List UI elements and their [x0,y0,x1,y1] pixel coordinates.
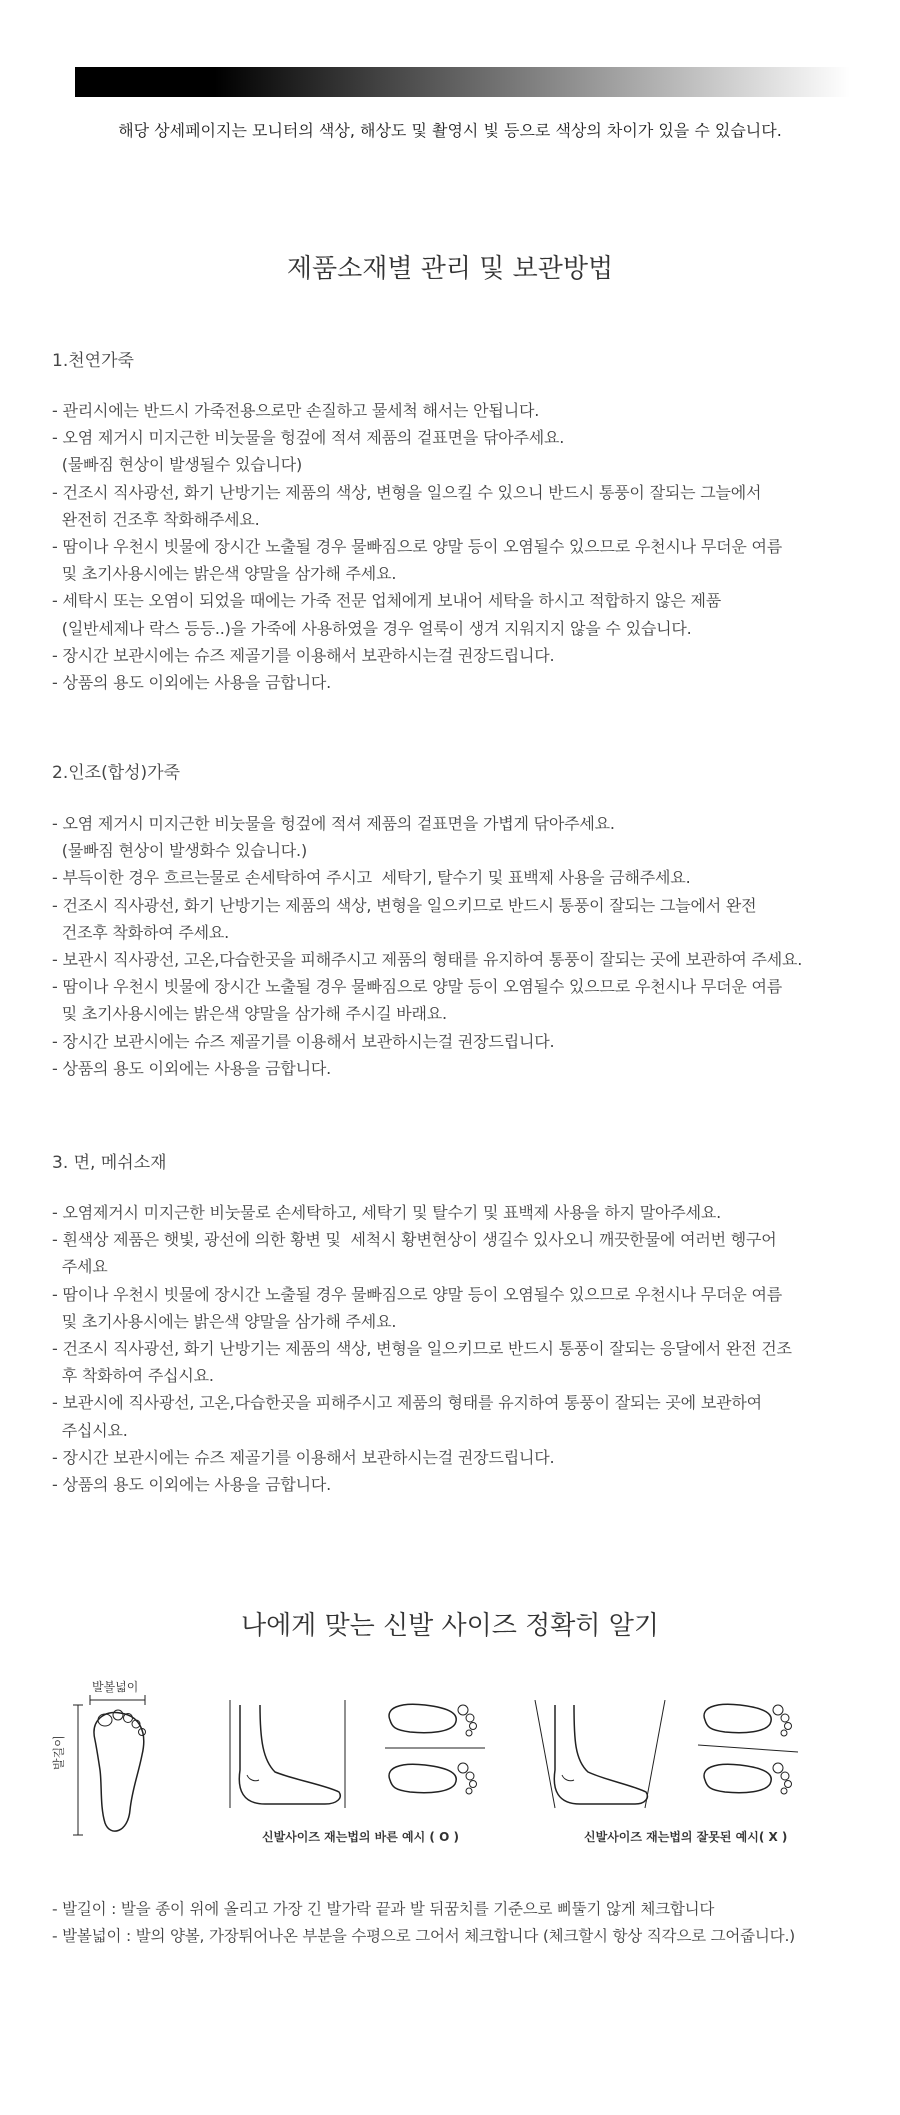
care-line: - 장시간 보관시에는 슈즈 제골기를 이용해서 보관하시는걸 권장드립니다. [52,645,555,665]
care-line: - 상품의 용도 이외에는 사용을 금합니다. [52,673,331,693]
section-lines-natural-leather [52,397,782,696]
care-line: - 땀이나 우천시 빗물에 장시간 노출될 경우 물빠짐으로 양말 등이 오염될수 있으므로 우천시나 무더운 여름 [52,537,782,557]
care-line: - 건조시 직사광선, 화기 난방기는 제품의 색상, 변형을 일으키므로 반드시 통풍이 잘되는 그늘에서 완전 [52,895,757,915]
section-heading-cotton-mesh: 3. 면, 메쉬소재 [52,1153,167,1173]
care-line: - 장시간 보관시에는 슈즈 제골기를 이용해서 보관하시는걸 권장드립니다. [52,1031,555,1051]
size-note: - 발길이 : 발을 종이 위에 올리고 가장 긴 발가락 끝과 발 뒤꿈치를 기준으로 삐뚤기 않게 체크합니다 [52,1900,715,1918]
color-notice: 해당 상세페이지는 모니터의 색상, 해상도 및 촬영시 빛 등으로 색상의 차이가 있을 수 있습니다. [118,121,782,140]
care-line: 및 초기사용시에는 밝은색 양말을 삼가해 주세요. [52,564,397,584]
care-line: - 세탁시 또는 오염이 되었을 때에는 가죽 전문 업체에게 보내어 세탁을 하시고 적합하지 않은 제품 [52,591,721,611]
care-line: - 보관시 직사광선, 고온,다습한곳을 피해주시고 제품의 형태를 유지하여 통풍이 잘되는 곳에 보관하여 주세요. [52,950,803,970]
care-line: 주세요 [52,1257,108,1277]
care-line: - 건조시 직사광선, 화기 난방기는 제품의 색상, 변형을 일으킬 수 있으니 반드시 통풍이 잘되는 그늘에서 [52,482,762,502]
care-line: 및 초기사용시에는 밝은색 양말을 삼가해 주시길 바래요. [52,1004,447,1024]
care-line: - 상품의 용도 이외에는 사용을 금합니다. [52,1058,331,1078]
care-line: - 보관시에 직사광선, 고온,다습한곳을 피해주시고 제품의 형태를 유지하여 통풍이 잘되는 곳에 보관하여 [52,1393,762,1413]
care-line: - 오염 제거시 미지근한 비눗물을 헝겊에 적셔 제품의 겉표면을 닦아주세요. [52,428,565,448]
correct-example-icon [225,1700,505,1820]
care-line: - 땀이나 우천시 빗물에 장시간 노출될 경우 물빠짐으로 양말 등이 오염될수 있으므로 우천시나 무더운 여름 [52,1284,782,1304]
foot-sole-icon [60,1695,170,1845]
wrong-example-icon [530,1700,820,1820]
care-line: - 흰색상 제품은 햇빛, 광선에 의한 황변 및 세척시 황변현상이 생길수 있사오니 깨끗한물에 여러번 헹구어 [52,1230,777,1250]
size-note: - 발볼넓이 : 발의 양볼, 가장튀어나온 부분을 수평으로 그어서 체크합니다 (체크할시 항상 직각으로 그어줍니다.) [52,1927,796,1945]
care-line: 후 착화하여 주십시요. [52,1366,214,1386]
foot-measure-illustration [0,1675,900,1855]
care-line: 완전히 건조후 착화해주세요. [52,509,260,529]
width-label: 발볼넓이 [92,1680,139,1694]
care-line: - 관리시에는 반드시 가죽전용으로만 손질하고 물세척 해서는 안됩니다. [52,401,540,420]
section-heading-natural-leather: 1.천연가죽 [52,351,134,371]
header-gradient-bar [75,67,850,97]
caption-wrong: 신발사이즈 재는법의 잘못된 예시( X ) [584,1830,788,1844]
section-lines-cotton-mesh [52,1199,792,1498]
care-line: - 상품의 용도 이외에는 사용을 금합니다. [52,1475,331,1495]
size-title: 나에게 맞는 신발 사이즈 정확히 알기 [240,1611,660,1641]
care-line: - 부득이한 경우 흐르는물로 손세탁하여 주시고 세탁기, 탈수기 및 표백제 사용을 금해주세요. [52,868,691,888]
care-line: - 땀이나 우천시 빗물에 장시간 노출될 경우 물빠짐으로 양말 등이 오염될수 있으므로 우천시나 무더운 여름 [52,977,782,997]
length-label: 발길이 [52,1735,66,1770]
care-line: - 장시간 보관시에는 슈즈 제골기를 이용해서 보관하시는걸 권장드립니다. [52,1447,555,1467]
care-line: 건조후 착화하여 주세요. [52,922,229,942]
section-heading-synthetic-leather: 2.인조(합성)가죽 [52,763,181,783]
caption-correct: 신발사이즈 재는법의 바른 예시 ( O ) [262,1830,459,1844]
care-line: (물빠짐 현상이 발생화수 있습니다.) [52,841,307,861]
care-line: - 건조시 직사광선, 화기 난방기는 제품의 색상, 변형을 일으키므로 반드시 통풍이 잘되는 응달에서 완전 건조 [52,1339,792,1359]
care-line: (물빠짐 현상이 발생될수 있습니다) [52,455,303,475]
care-line: - 오염제거시 미지근한 비눗물로 손세탁하고, 세탁기 및 탈수기 및 표백제 사용을 하지 말아주세요. [52,1203,721,1222]
section-lines-synthetic-leather [52,810,802,1082]
care-title: 제품소재별 관리 및 보관방법 [286,254,614,284]
care-line: 및 초기사용시에는 밝은색 양말을 삼가해 주세요. [52,1311,397,1331]
size-notes [52,1896,795,1950]
care-line: (일반세제나 락스 등등..)을 가죽에 사용하였을 경우 얼룩이 생겨 지워지지 않을 수 있습니다. [52,618,692,638]
care-line: - 오염 제거시 미지근한 비눗물을 헝겊에 적셔 제품의 겉표면을 가볍게 닦아주세요. [52,814,615,833]
care-line: 주십시요. [52,1420,128,1440]
